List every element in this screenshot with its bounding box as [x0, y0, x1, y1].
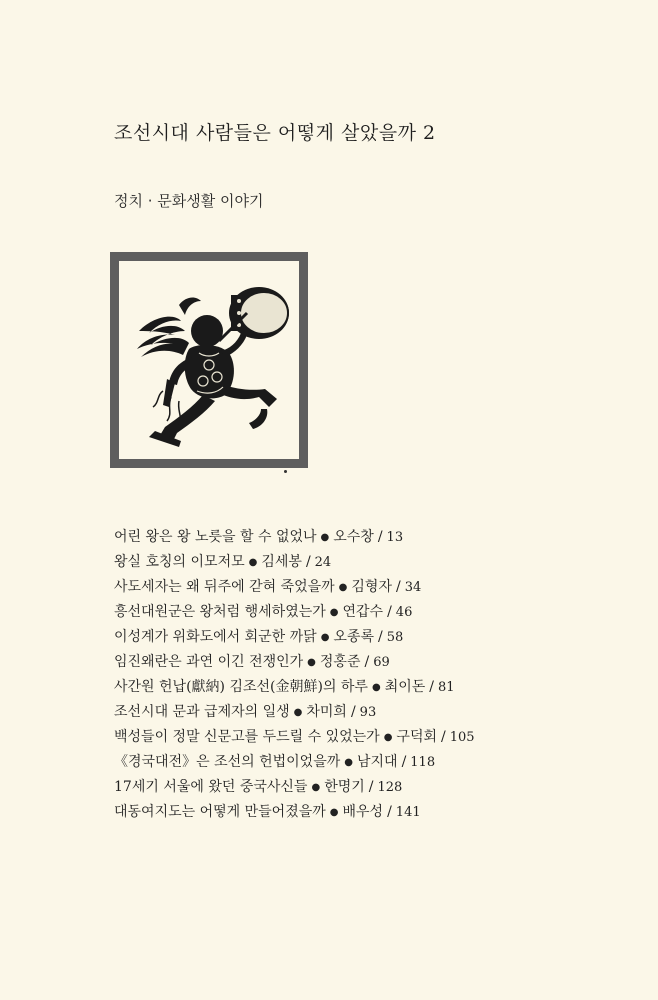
- ink-dot: [284, 470, 287, 473]
- toc-title: 이성계가 위화도에서 회군한 까닭: [114, 629, 317, 645]
- toc-title: 왕실 호칭의 이모저모: [114, 554, 245, 570]
- toc-title: 조선시대 문과 급제자의 일생: [114, 704, 290, 720]
- toc-title: 《경국대전》은 조선의 헌법이었을까: [114, 754, 341, 770]
- slash-separator: /: [368, 779, 374, 795]
- toc-author: 배우성: [342, 804, 384, 820]
- toc-page: 13: [386, 530, 404, 545]
- slash-separator: /: [441, 729, 446, 745]
- bullet-separator: ●: [311, 782, 321, 793]
- toc-entry: [114, 578, 475, 603]
- toc-entry: [114, 678, 475, 703]
- toc-entry: [114, 753, 475, 778]
- bullet-separator: ●: [320, 632, 330, 643]
- toc-title: 흥선대원군은 왕처럼 행세하였는가: [114, 604, 326, 620]
- toc-page: 34: [404, 580, 422, 595]
- toc-entry: [114, 703, 475, 728]
- bullet-separator: ●: [383, 732, 393, 743]
- slash-separator: /: [364, 654, 370, 670]
- toc-entry: [114, 603, 475, 628]
- toc-page: 69: [373, 655, 390, 670]
- toc-page: 128: [377, 780, 403, 795]
- bullet-separator: ●: [293, 707, 303, 718]
- toc-entry: [114, 728, 475, 753]
- toc-title: 백성들이 정말 신문고를 두드릴 수 있었는가: [114, 729, 380, 745]
- toc-author: 최이돈: [384, 679, 426, 695]
- drum-icon: [219, 287, 289, 341]
- toc-author: 차미희: [306, 704, 347, 720]
- bullet-separator: ●: [307, 657, 316, 668]
- bullet-separator: ●: [329, 807, 339, 818]
- slash-separator: /: [378, 629, 383, 645]
- bullet-separator: ●: [248, 557, 258, 568]
- slash-separator: /: [377, 529, 383, 545]
- bullet-separator: ●: [320, 532, 330, 543]
- bullet-separator: ●: [344, 757, 353, 768]
- toc-entry: [114, 553, 475, 578]
- book-title: 조선시대 사람들은 어떻게 살았을까 2: [114, 122, 436, 144]
- toc-entry: [114, 528, 475, 553]
- toc-title: 사간원 헌납(獻納) 김조선(金朝鮮)의 하루: [114, 679, 368, 695]
- toc-title: 임진왜란은 과연 이긴 전쟁인가: [114, 654, 304, 670]
- bullet-separator: ●: [329, 607, 339, 618]
- toc-page: 93: [359, 705, 377, 720]
- toc-page: 24: [314, 555, 332, 570]
- toc-page: 58: [386, 630, 404, 645]
- toc-author: 한명기: [324, 779, 365, 795]
- toc-page: 141: [395, 805, 421, 820]
- toc-author: 김세봉: [261, 554, 302, 570]
- toc-entry: [114, 803, 475, 828]
- slash-separator: /: [387, 604, 392, 620]
- toc-author: 오수창: [333, 529, 374, 545]
- slash-separator: /: [350, 704, 356, 720]
- toc-entry: [114, 653, 475, 678]
- toc-page: 46: [395, 605, 413, 620]
- toc-author: 구덕회: [396, 729, 437, 745]
- toc-entry: [114, 778, 475, 803]
- toc-author: 남지대: [356, 754, 398, 770]
- drummer-figure-woodcut-icon: [119, 261, 299, 459]
- toc-page: 81: [438, 680, 455, 695]
- toc-title: 대동여지도는 어떻게 만들어졌을까: [114, 804, 326, 820]
- slash-separator: /: [387, 804, 392, 820]
- illustration-frame: [110, 252, 308, 468]
- toc-title: 사도세자는 왜 뒤주에 갇혀 죽었을까: [114, 579, 335, 595]
- toc-title: 17세기 서울에 왔던 중국사신들: [114, 779, 308, 795]
- slash-separator: /: [429, 679, 434, 695]
- bullet-separator: ●: [338, 582, 348, 593]
- toc-page: 105: [449, 730, 475, 745]
- bullet-separator: ●: [371, 682, 381, 693]
- slash-separator: /: [305, 554, 311, 570]
- toc-title: 어린 왕은 왕 노릇을 할 수 없었나: [114, 529, 317, 545]
- toc-entry: [114, 628, 475, 653]
- toc-author: 오종록: [333, 629, 374, 645]
- table-of-contents: [114, 528, 475, 828]
- toc-author: 김형자: [351, 579, 392, 595]
- toc-author: 연갑수: [342, 604, 384, 620]
- toc-author: 정홍준: [319, 654, 361, 670]
- slash-separator: /: [401, 754, 407, 770]
- slash-separator: /: [395, 579, 401, 595]
- toc-page: 118: [410, 755, 436, 770]
- illustration: [119, 261, 299, 459]
- book-subtitle: 정치 · 문화생활 이야기: [114, 192, 264, 210]
